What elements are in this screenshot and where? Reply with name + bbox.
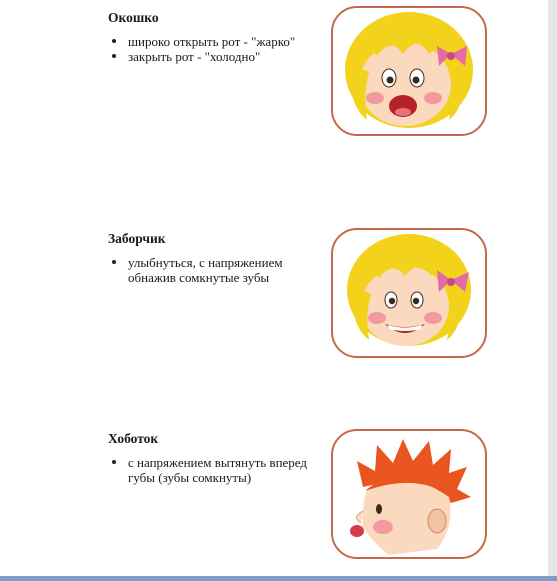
exercise-okoshko bbox=[108, 10, 328, 64]
exercise-title: Хоботок bbox=[108, 431, 159, 446]
exercise-steps bbox=[108, 34, 328, 64]
exercise-title: Окошко bbox=[108, 10, 159, 25]
exercise-title: Заборчик bbox=[108, 231, 166, 246]
step-item: широко открыть рот - "жарко" bbox=[108, 34, 328, 49]
exercise-zaborchik bbox=[108, 231, 328, 285]
girl-open-mouth-illustration bbox=[331, 6, 487, 136]
step-item: улыбнуться, с напряжением обнажив сомкнутые зубы bbox=[108, 255, 318, 285]
exercise-steps bbox=[108, 455, 328, 485]
boy-pursed-lips-profile-illustration bbox=[331, 429, 487, 559]
girl-smile-teeth-illustration bbox=[331, 228, 487, 358]
exercise-steps bbox=[108, 255, 328, 285]
step-item: закрыть рот - "холодно" bbox=[108, 49, 328, 64]
exercise-khobotok bbox=[108, 431, 328, 485]
step-item: с напряжением вытянуть вперед губы (зубы сомкнуты) bbox=[108, 455, 318, 485]
page-shadow-right bbox=[548, 0, 557, 581]
viewer-bottom-bar bbox=[0, 576, 557, 581]
